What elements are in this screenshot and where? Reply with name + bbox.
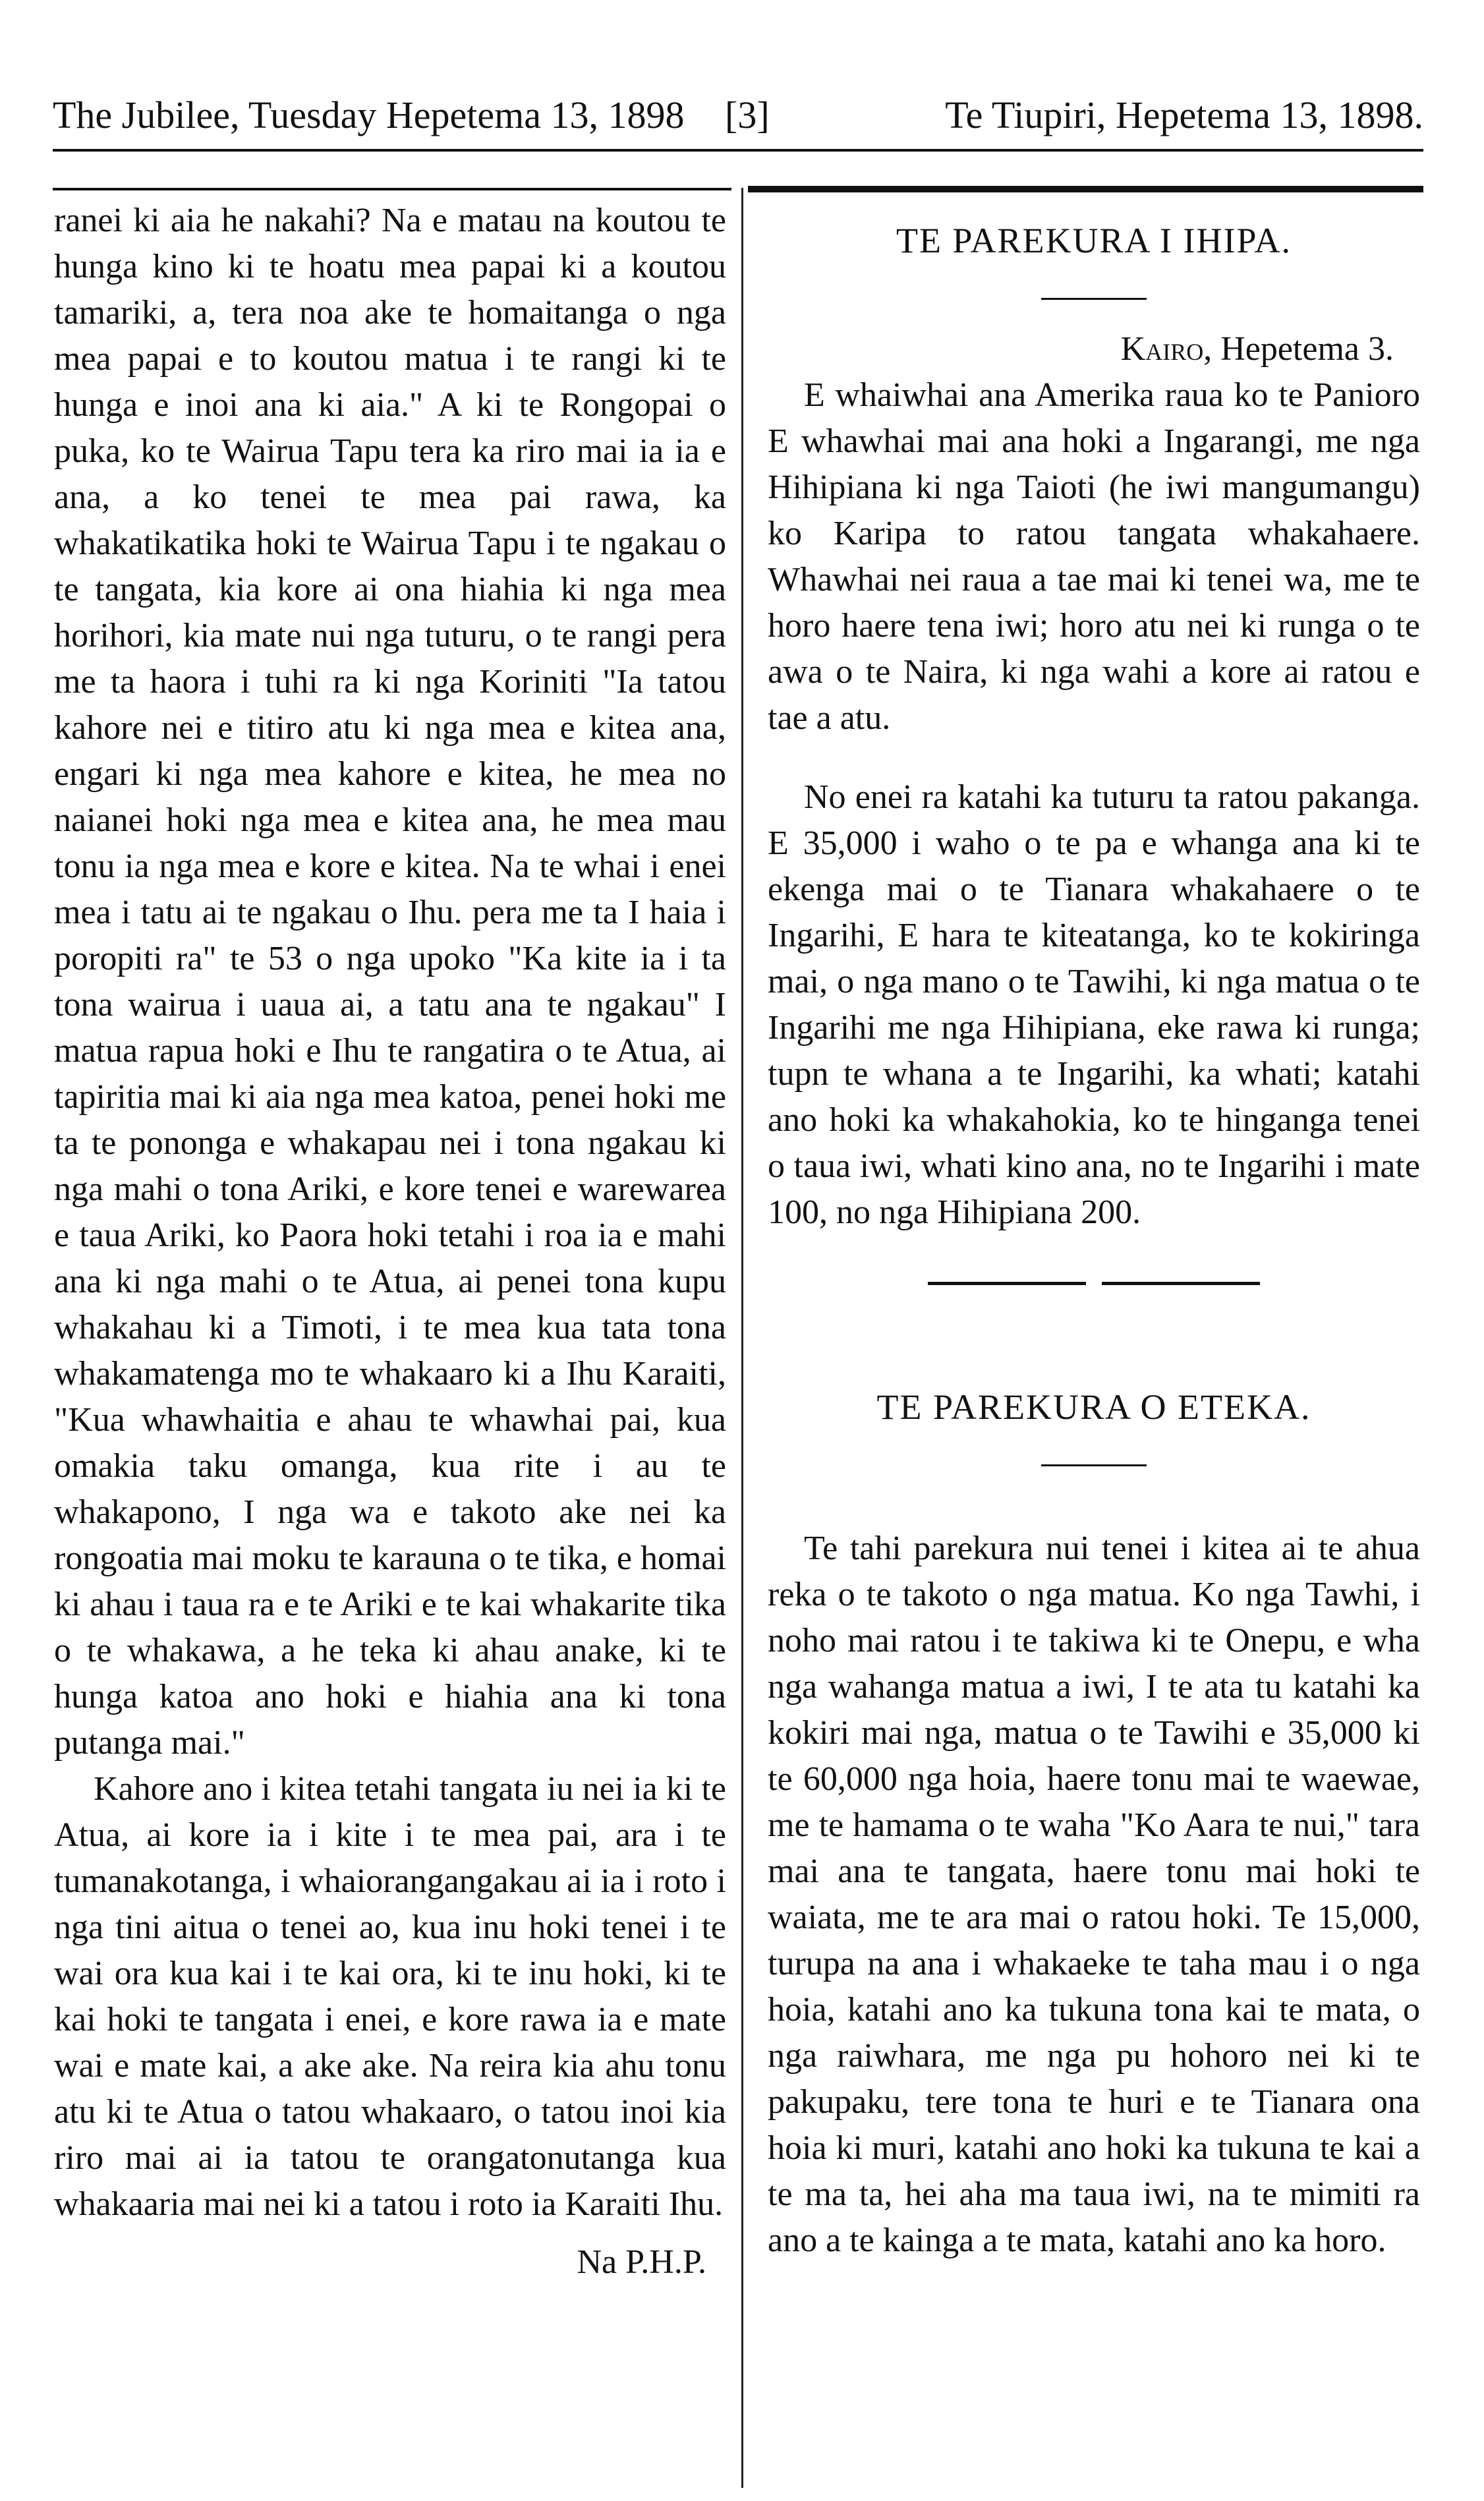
left-paragraph-1: ranei ki aia he nakahi? Na e matau na koutou te hunga kino ki te hoatu mea papai ki a koutou tamariki, a, tera noa ake te homaitanga o nga mea papai e to koutou matua i te rangi ki te hunga e inoi ana ki aia." A ki te Rongopai o puka, ko te Wairua Tapu tera ka riro mai ia ia e ana, a ko tenei te mea pai rawa, ka whakatikatika hoki te Wairua Tapu i te ngakau o te tangata, kia kore ai ona hiahia ki nga mea horihori, kia mate nui nga tuturu, o te rangi pera me ta haora i tuhi ra ki nga Koriniti "Ia tatou kahore nei e titiro atu ki nga mea e kitea ana, engari ki nga mea kahore e kitea, he mea no naianei hoki nga mea e kitea ana, he mea mau tonu ia nga mea e kore e kitea. Na te whai i enei mea i tatu ai te ngakau o Ihu. pera me ta I haia i poropiti ra" te 53 o nga upoko "Ka kite ia i ta tona wairua i uaua ai, a tatu ana te ngakau" I matua rapua hoki e Ihu te rangatira o te Atua, ai tapiritia mai ki aia nga mea katoa, penei hoki me ta te pononga e whakapau nei i tona ngakau ki nga mahi o tona Ariki, e kore tenei e warewarea e taua Ariki, ko Paora hoki tetahi i roa ia e mahi ana ki nga mahi o te Atua, ai penei tona kupu whakahau ki a Timoti, i te mea kua tata tona whakamatenga mo te whakaaro ki a Ihu Karaiti, "Kua whawhaitia e ahau te whawhai pai, kua omakia taku omanga, kua rite i au te whakapono, I nga wa e takoto ake nei ka rongoatia mai moku te karauna o te tika, e homai ki ahau i taua ra e te Ariki e te kai whakarite tika o te whakawa, a he teka ki ahau anake, ki te hunga katoa ano hoki e hiahia ana ki tona putanga mai." [54, 202, 726, 1762]
signature: Na P.H.P. [577, 2243, 706, 2281]
left-column-top-rule [53, 188, 731, 190]
page-header [53, 79, 1423, 152]
dateline-date: , Hepetema 3. [1203, 330, 1394, 368]
article-2-title: TE PAREKURA O ETEKA. [876, 1387, 1311, 1427]
article-1-dateline [768, 326, 1420, 372]
left-paragraph-2: Kahore ano i kitea tetahi tangata iu nei ia ki te Atua, ai kore ia i kite i te mea pai, ara i te tumanakotanga, i whaiorangangakau ai ia i roto i nga tini aitua o tenei ao, kua inu hoki tenei i te wai ora kua kai i te kai ora, ki te inu hoki, ki te kai hoki te tangata i enei, e kore rawa ia e mate wai e mate kai, a ake ake. Na reira kia ahu tonu atu ki te Atua o tatou whakaaro, o tatou inoi kia riro mai ai ia tatou te orangatonutanga kua whakaaria mai nei ki a tatou i roto ia Karaiti Ihu. [54, 1770, 726, 2223]
page-number: [3] [725, 94, 770, 136]
article-2-paragraph-1: Te tahi parekura nui tenei i kitea ai te ahua reka o te takoto o nga matua. Ko nga Tawhi, i noho mai ratou i te takiwa ki te Onepu, e wha nga wahanga matua a iwi, I te ata tu katahi ka kokiri mai nga, matua o te Tawihi e 35,000 ki te 60,000 nga hoia, haere tonu mai te waewae, me te hamama o te waha "Ko Aara te nui," tara mai ana te tangata, haere tonu mai hoki te waiata, me te ara mai o ratou hoki. Te 15,000, turupa na ana i whakaeke te taha mau i o nga hoia, katahi ano ka tukuna tona kai te mata, o nga raiwhara, me nga pu hohoro nei ki te pakupaku, tere tona te huri e te Tianara ona hoia ki muri, katahi ano hoki ka tukuna te kai a te ma ta, hei aha ma taua iwi, na te mimiti ra ano a te kainga a te mata, katahi ano ka horo. [768, 1530, 1420, 2259]
dateline-place: Kairo [1120, 330, 1204, 368]
article-1-paragraph-1: E whaiwhai ana Amerika raua ko te Panioro E whawhai mai ana hoki a Ingarangi, me nga Hihipiana ki nga Taioti (he iwi mangumangu) ko Karipa to ratou tangata whakahaere. Whawhai nei raua a tae mai ki tenei wa, me te horo haere tena iwi; horo atu nei ki runga o te awa o te Naira, ki nga wahi a kore ai ratou e tae a atu. [768, 376, 1420, 737]
header-maori-date: Te Tiupiri, Hepetema 13, 1898. [945, 94, 1423, 136]
left-column [54, 198, 726, 2285]
article-2-title-rule [1041, 1464, 1147, 1466]
header-english-date: The Jubilee, Tuesday Hepetema 13, 1898 [53, 94, 685, 136]
section-separator [768, 1282, 1420, 1285]
header-rule [53, 149, 1423, 152]
article-1-paragraph-2: No enei ra katahi ka tuturu ta ratou pakanga. E 35,000 i waho o te pa e whanga ana ki te ekenga mai o te Tianara whakahaere o te Ingarihi, E hara te kiteatanga, ko te kokiringa mai, o nga mano o te Tawihi, ki nga matua o te Ingarihi me nga Hihipiana, eke rawa ki runga; tupn te whana a te Ingarihi, ka whati; katahi ano hoki ka whakahokia, ko te hinganga tenei o taua iwi, whati kino ana, no te Ingarihi i mate 100, no nga Hihipiana 200. [768, 778, 1420, 1231]
column-divider [741, 188, 743, 2488]
article-1-title: TE PAREKURA I IHIPA. [896, 221, 1292, 260]
right-column-top-rule [748, 186, 1423, 192]
article-1-title-rule [1041, 298, 1147, 300]
right-column [768, 198, 1420, 2264]
